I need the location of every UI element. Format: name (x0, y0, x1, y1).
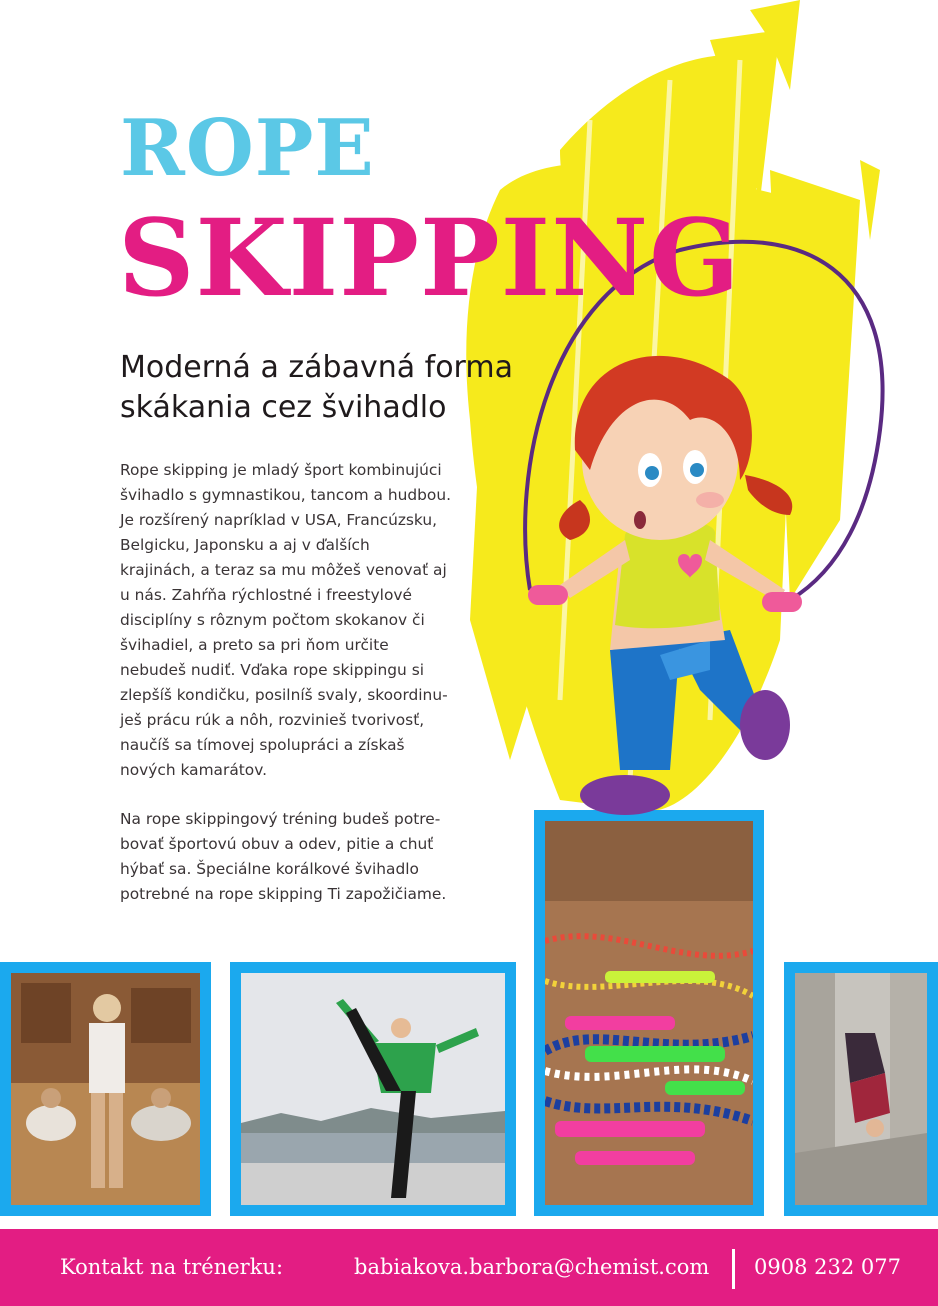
photo-icon (241, 973, 505, 1205)
title-skipping: SKIPPING (118, 195, 741, 320)
contact-footer (0, 1229, 938, 1306)
subtitle: Moderná a zábavná forma skákania cez švihadlo (120, 350, 513, 425)
photo-icon (795, 973, 927, 1205)
equipment-paragraph: Na rope skippingový tréning budeš potre- bovať športovú obuv a odev, pitie a chuť hýbať sa. Špeciálne korálkové švihadlo potrebné na rope skipping Ti zapožičiame. (120, 810, 447, 903)
photo-icon (545, 821, 753, 1205)
backflip-photo (784, 962, 938, 1216)
title-rope: ROPE (120, 103, 375, 194)
intro-paragraph: Rope skipping je mladý šport kombinujúci švihadlo s gymnastikou, tancom a hudbou. Je rozšírený napríklad v USA, Francúzsku, Belgicku, Japonsku a aj v ďalších krajinách, a teraz sa mu môžeš venovať aj u nás. Zahŕňa rýchlostné i freestylové disciplíny s rôznym počtom skokanov či švihadiel, a preto sa pri ňom určite nebudeš nudiť. Vďaka rope skippingu si zlepšíš kondičku, posilníš svaly, skoordinu- ješ prácu rúk a nôh, rozvinieš tvorivosť, naučíš sa tímovej spolupráci a získaš nových kamarátov. (120, 461, 451, 779)
gym-class-photo (0, 962, 211, 1216)
footer-divider (732, 1249, 735, 1289)
kick-pose-photo (230, 962, 516, 1216)
contact-phone-link[interactable]: 0908 232 077 (754, 1255, 901, 1279)
contact-label: Kontakt na trénerku: (60, 1255, 284, 1279)
contact-email-link[interactable]: babiakova.barbora@chemist.com (354, 1255, 710, 1279)
beaded-ropes-photo (534, 810, 764, 1216)
photo-icon (11, 973, 200, 1205)
